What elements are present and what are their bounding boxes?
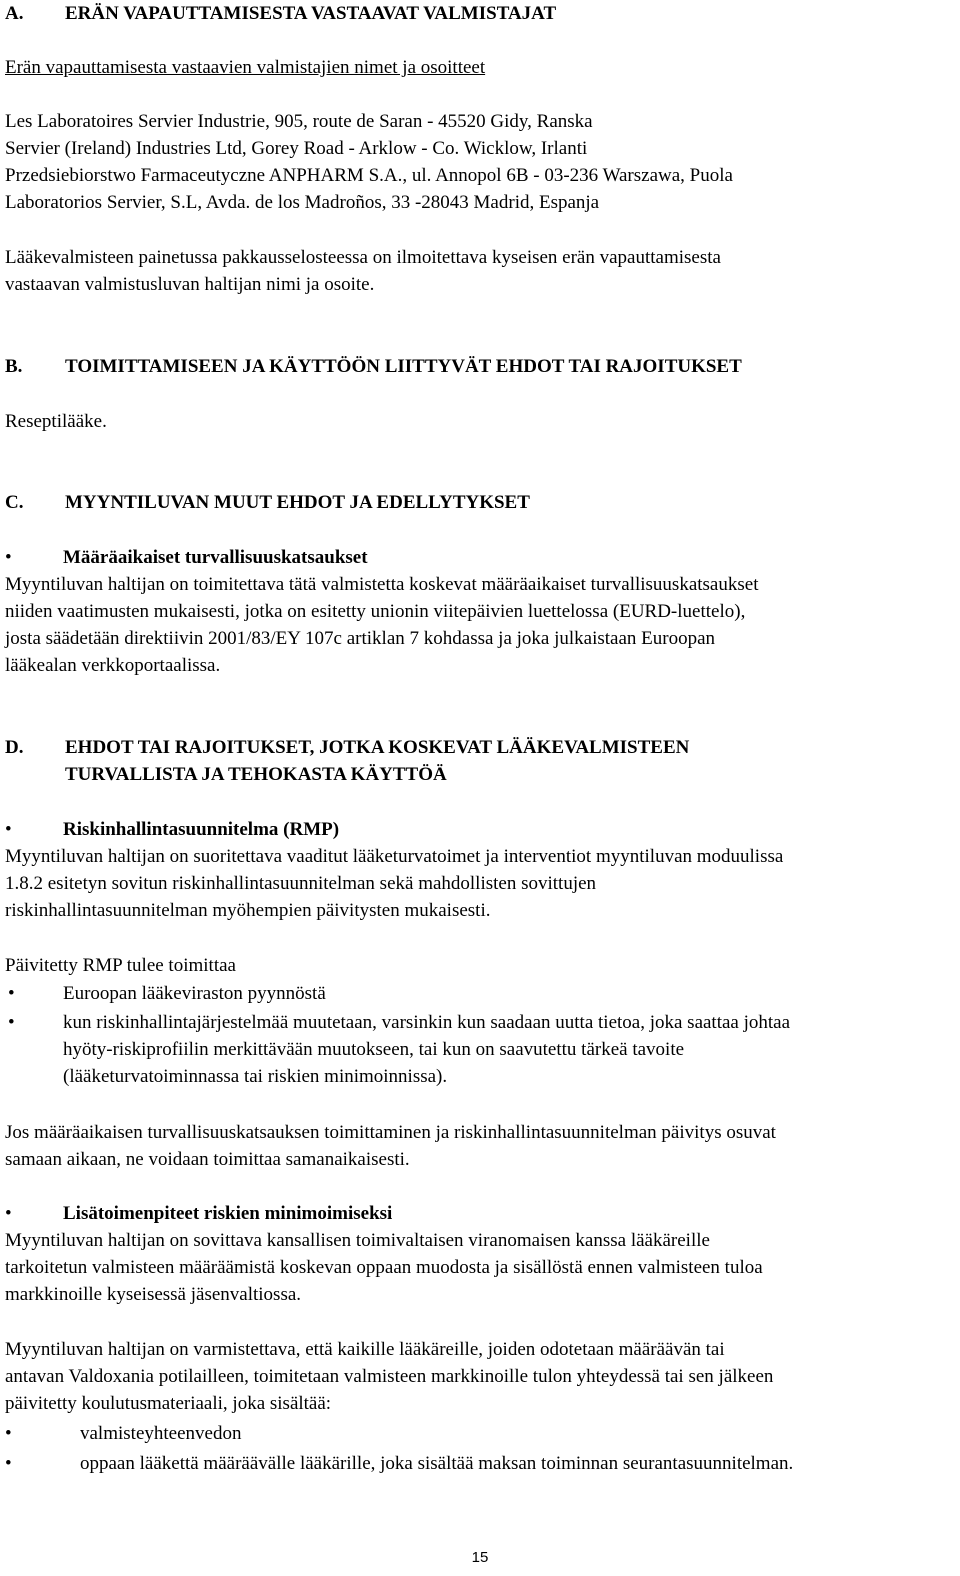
rmp-line: Myyntiluvan haltijan on suoritettava vaaditut lääketurvatoimet ja interventiot myyntiluvan moduulissa xyxy=(5,846,784,867)
updated-rmp-intro: Päivitetty RMP tulee toimittaa xyxy=(5,955,236,976)
section-c-line: Myyntiluvan haltijan on toimitettava tätä valmistetta koskevat määräaikaiset turvallisuuskatsaukset xyxy=(5,574,759,595)
updated-rmp-item: kun riskinhallintajärjestelmää muutetaan, varsinkin kun saadaan uutta tietoa, joka saattaa johtaa xyxy=(63,1012,791,1033)
additional-measures-heading: Lisätoimenpiteet riskien minimoimiseksi xyxy=(63,1203,393,1224)
section-d-title-line: TURVALLISTA JA TEHOKASTA KÄYTTÖÄ xyxy=(65,764,447,785)
bullet-icon: • xyxy=(5,1203,12,1224)
section-c-line: josta säädetään direktiivin 2001/83/EY 107c artiklan 7 kohdassa ja joka julkaistaan Euroopan xyxy=(5,628,716,649)
rmp-heading: Riskinhallintasuunnitelma (RMP) xyxy=(63,819,340,840)
section-b-title: TOIMITTAMISEEN JA KÄYTTÖÖN LIITTYVÄT EHDOT TAI RAJOITUKSET xyxy=(65,356,742,377)
section-c-line: niiden vaatimusten mukaisesti, jotka on esitetty unionin viitepäivien luettelossa (EURD-luettelo), xyxy=(5,601,746,622)
manufacturers-subheading: Erän vapauttamisesta vastaavien valmistajien nimet ja osoitteet xyxy=(5,57,486,78)
section-c-label: C. xyxy=(5,492,24,513)
bullet-icon: • xyxy=(5,1423,12,1444)
rmp-line: 1.8.2 esitetyn sovitun riskinhallintasuunnitelman sekä mahdollisten sovittujen xyxy=(5,873,597,894)
bullet-icon: • xyxy=(5,1453,12,1474)
section-a-label: A. xyxy=(5,3,24,24)
section-a-note-line: vastaavan valmistusluvan haltijan nimi ja osoite. xyxy=(5,274,375,295)
section-d-title-line: EHDOT TAI RAJOITUKSET, JOTKA KOSKEVAT LÄÄKEVALMISTEEN xyxy=(65,737,690,758)
bullet-icon: • xyxy=(8,1012,15,1033)
section-c-line: lääkealan verkkoportaalissa. xyxy=(5,655,221,676)
bullet-icon: • xyxy=(8,983,15,1004)
manufacturer-1: Les Laboratoires Servier Industrie, 905, route de Saran - 45520 Gidy, Ranska xyxy=(5,111,593,132)
coincide-line: Jos määräaikaisen turvallisuuskatsauksen toimittaminen ja riskinhallintasuunnitelman päivitys osuvat xyxy=(5,1122,776,1143)
section-a-note-line: Lääkevalmisteen painetussa pakkausselosteessa on ilmoitettava kyseisen erän vapauttamisesta xyxy=(5,247,721,268)
updated-rmp-item-cont: hyöty-riskiprofiilin merkittävään muutokseen, tai kun on saavutettu tärkeä tavoite xyxy=(63,1039,685,1060)
page-number: 15 xyxy=(471,1549,489,1566)
bullet-icon: • xyxy=(5,547,12,568)
additional-measures-line: Myyntiluvan haltijan on sovittava kansallisen toimivaltaisen viranomaisen kanssa lääkäreille xyxy=(5,1230,710,1251)
ensure-line: Myyntiluvan haltijan on varmistettava, että kaikille lääkäreille, joiden odotetaan määräävän tai xyxy=(5,1339,725,1360)
section-b-label: B. xyxy=(5,356,23,377)
additional-measures-line: tarkoitetun valmisteen määräämistä koskevan oppaan muodosta ja sisällöstä ennen valmisteen tuloa xyxy=(5,1257,763,1278)
rmp-line: riskinhallintasuunnitelman myöhempien päivitysten mukaisesti. xyxy=(5,900,491,921)
material-item: oppaan lääkettä määräävälle lääkärille, joka sisältää maksan toiminnan seurantasuunnitelman. xyxy=(80,1453,794,1474)
section-b-text: Reseptilääke. xyxy=(5,411,107,432)
manufacturer-4: Laboratorios Servier, S.L, Avda. de los Madroños, 33 -28043 Madrid, Espanja xyxy=(5,192,600,213)
ensure-line: antavan Valdoxania potilailleen, toimitetaan valmisteen markkinoille tulon yhteydessä tai sen jälkeen xyxy=(5,1366,774,1387)
section-d-label: D. xyxy=(5,737,24,758)
manufacturer-3: Przedsiebiorstwo Farmaceutyczne ANPHARM S.A., ul. Annopol 6B - 03-236 Warszawa, Puola xyxy=(5,165,733,186)
section-c-title: MYYNTILUVAN MUUT EHDOT JA EDELLYTYKSET xyxy=(65,492,530,513)
updated-rmp-item: Euroopan lääkeviraston pyynnöstä xyxy=(63,983,326,1004)
material-item: valmisteyhteenvedon xyxy=(80,1423,242,1444)
psur-heading: Määräaikaiset turvallisuuskatsaukset xyxy=(63,547,368,568)
bullet-icon: • xyxy=(5,819,12,840)
section-a-title: ERÄN VAPAUTTAMISESTA VASTAAVAT VALMISTAJAT xyxy=(65,3,557,24)
section-d-heading xyxy=(5,734,689,761)
manufacturer-2: Servier (Ireland) Industries Ltd, Gorey Road - Arklow - Co. Wicklow, Irlanti xyxy=(5,138,588,159)
coincide-line: samaan aikaan, ne voidaan toimittaa samanaikaisesti. xyxy=(5,1149,410,1170)
section-c-heading xyxy=(5,489,530,516)
ensure-line: päivitetty koulutusmateriaali, joka sisältää: xyxy=(5,1393,332,1414)
section-b-heading xyxy=(5,353,742,380)
section-d-heading-cont xyxy=(5,761,447,788)
updated-rmp-item-cont: (lääketurvatoiminnassa tai riskien minimoinnissa). xyxy=(63,1066,448,1087)
additional-measures-line: markkinoille kyseisessä jäsenvaltiossa. xyxy=(5,1284,302,1305)
section-a-heading xyxy=(5,0,556,27)
